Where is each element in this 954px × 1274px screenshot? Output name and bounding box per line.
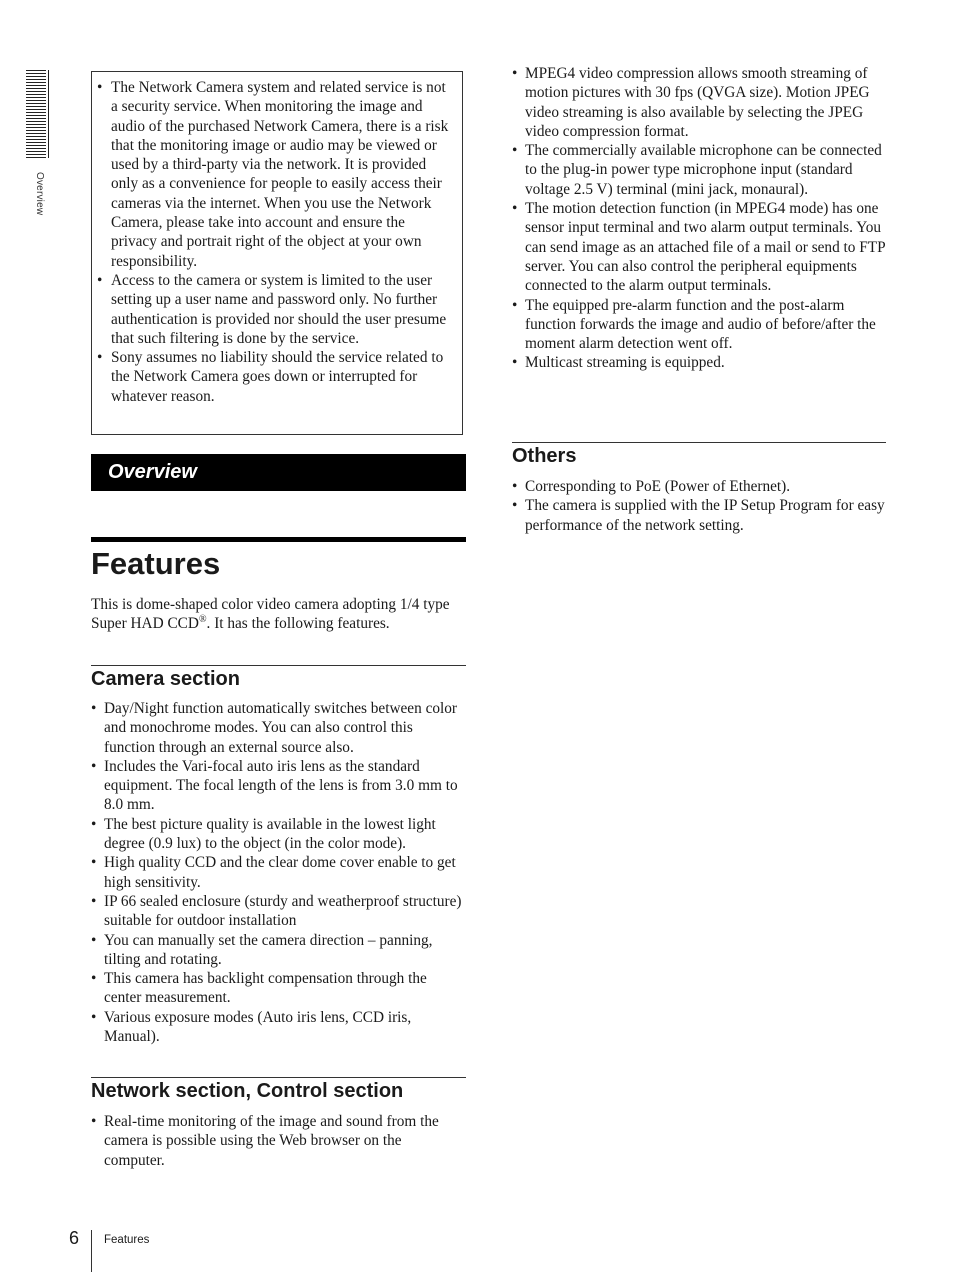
registered-mark: ®: [198, 614, 207, 626]
notice-item: • The Network Camera system and related service is not a security service. When monitoring the image and audio of the purchased Network Camera, there is a risk that the monitoring image or audio may be viewed or used by a third-party via the network. It is provided only as a convenience for people to easily access their cameras via the internet. When you use the Network Camera, please take into account and ensure the privacy and portrait right of the object at your own responsibility.: [97, 78, 453, 271]
network-features-list-right: [512, 64, 886, 373]
notice-box: [91, 71, 463, 435]
list-item: • This camera has backlight compensation through the center measurement.: [91, 969, 466, 1008]
thumb-tab-stripes: [26, 70, 46, 158]
list-item: • The motion detection function (in MPEG4 mode) has one sensor input terminal and two alarm output terminals. You can send image as an attached file of a mail or send to FTP server. You can also control the peripheral equipments connected to the alarm output terminals.: [512, 199, 886, 295]
list-item: • The best picture quality is available in the lowest light degree (0.9 lux) to the object (in the color mode).: [91, 815, 466, 854]
list-item: • Multicast streaming is equipped.: [512, 353, 886, 372]
intro-paragraph: [91, 595, 466, 634]
thumb-tab-divider: [48, 70, 49, 158]
list-item: • You can manually set the camera direction – panning, tilting and rotating.: [91, 931, 466, 970]
list-item: • The camera is supplied with the IP Setup Program for easy performance of the network setting.: [512, 496, 886, 535]
network-section-heading: Network section, Control section: [91, 1080, 404, 1102]
features-rule: [91, 537, 466, 542]
notice-item: • Sony assumes no liability should the service related to the Network Camera goes down or interrupted for whatever reason.: [97, 348, 453, 406]
footer-divider: [91, 1230, 92, 1272]
camera-section-heading: Camera section: [91, 668, 240, 690]
side-section-label: Overview: [34, 172, 45, 216]
list-item: • Real-time monitoring of the image and sound from the camera is possible using the Web browser on the computer.: [91, 1112, 466, 1170]
others-section-heading: Others: [512, 445, 577, 467]
list-item: • MPEG4 video compression allows smooth streaming of motion pictures with 30 fps (QVGA size). Motion JPEG video streaming is also available by selecting the JPEG video compression format.: [512, 64, 886, 141]
intro-text-after: . It has the following features.: [206, 615, 390, 633]
camera-features-list: [91, 699, 466, 1046]
others-features-list: [512, 477, 886, 535]
list-item: • Corresponding to PoE (Power of Ethernet).: [512, 477, 886, 496]
list-item: • Includes the Vari-focal auto iris lens as the standard equipment. The focal length of the lens is from 3.0 mm to 8.0 mm.: [91, 757, 466, 815]
list-item: • The equipped pre-alarm function and the post-alarm function forwards the image and audio of before/after the moment alarm detection went off.: [512, 296, 886, 354]
network-features-list-left: [91, 1112, 466, 1170]
list-item: • IP 66 sealed enclosure (sturdy and weatherproof structure) suitable for outdoor installation: [91, 892, 466, 931]
list-item: • The commercially available microphone can be connected to the plug-in power type microphone input (standard voltage 2.5 V) terminal (mini jack, monaural).: [512, 141, 886, 199]
notice-item: • Access to the camera or system is limited to the user setting up a user name and password only. No further authentication is provided nor should the user presume that such filtering is done by the service.: [97, 271, 453, 348]
list-item: • Day/Night function automatically switches between color and monochrome modes. You can also control this function through an external source also.: [91, 699, 466, 757]
overview-banner: Overview: [91, 454, 466, 491]
page-number: 6: [69, 1228, 80, 1248]
notice-list: [97, 78, 453, 406]
list-item: • High quality CCD and the clear dome cover enable to get high sensitivity.: [91, 853, 466, 892]
list-item: • Various exposure modes (Auto iris lens, CCD iris, Manual).: [91, 1008, 466, 1047]
intro-text-before: This is dome-shaped color video camera adopting 1/4 type Super HAD CCD: [91, 596, 450, 633]
footer-section-label: Features: [104, 1234, 150, 1246]
section-thumb-tab: [26, 70, 46, 158]
page-title: Features: [91, 546, 221, 581]
